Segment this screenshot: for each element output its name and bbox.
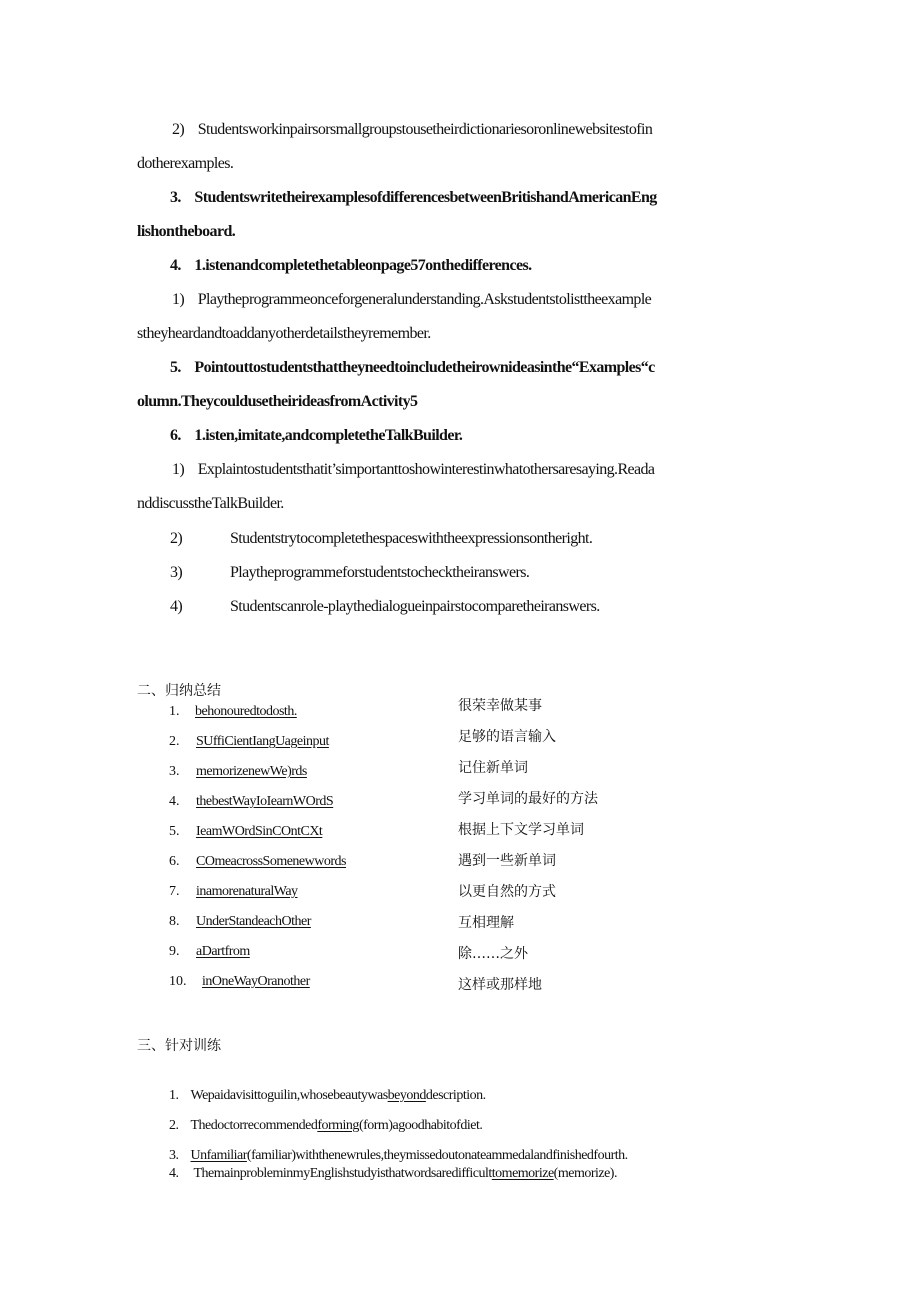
sentence-end: description. — [425, 1088, 486, 1103]
step-number: 5. — [170, 359, 181, 376]
step-4-line-1 — [170, 256, 532, 276]
step-5-line-1 — [170, 358, 655, 378]
step-number: 4. — [170, 257, 181, 274]
step-6-1-line-1 — [172, 460, 654, 480]
chinese-meaning: 遇到一些新单词 — [458, 853, 556, 869]
sentence-end: (familiar)withthenewrules,theymissedoutonateammedalandfinishedfourth. — [246, 1148, 628, 1163]
sentence-start: Thedoctorrecommended — [190, 1118, 318, 1133]
sentence-end: (form)agoodhabitofdiet. — [358, 1118, 483, 1133]
step-5-line-2: olumn.TheycouldusetheirideasfromActivity5 — [137, 393, 418, 410]
practice-item-3 — [169, 1146, 628, 1166]
chinese-meaning: 根据上下文学习单词 — [458, 822, 584, 838]
chinese-meaning: 以更自然的方式 — [458, 884, 556, 900]
step-number: 6. — [170, 427, 181, 444]
step-6-line-1 — [170, 426, 462, 446]
english-phrase: SUffiCientIangUageinput — [196, 734, 329, 749]
chinese-meaning: 足够的语言输入 — [458, 729, 556, 745]
step-text: Playtheprogrammeonceforgeneralunderstanding.Askstudentstolisttheexample — [197, 291, 652, 308]
sentence-end: (memorize). — [553, 1166, 617, 1181]
step-text: Studentsworkinpairsorsmallgroupstousetheirdictionariesoronlinewebsitestofin — [197, 121, 653, 138]
english-phrase: UnderStandeachOther — [196, 914, 311, 929]
step-6-4-text: Studentscanrole-playthedialogueinpairstocomparetheiranswers. — [230, 598, 600, 615]
item-number: 1. — [169, 1088, 179, 1103]
item-number: 2. — [169, 1118, 179, 1133]
step-2-line-1 — [172, 120, 652, 140]
practice-item-1 — [169, 1086, 486, 1106]
step-number: 3. — [170, 189, 181, 206]
item-number: 5. — [169, 824, 180, 839]
sentence-start: ThemainprobleminmyEnglishstudyisthatwordsaredifficult — [193, 1166, 492, 1181]
practice-item-4 — [169, 1164, 617, 1184]
item-number: 4. — [169, 794, 180, 809]
chinese-meaning: 很荣幸做某事 — [458, 698, 542, 714]
sentence-start: Wepaidavisittoguilin,whosebeautywas — [190, 1088, 388, 1103]
chinese-meaning: 记住新单词 — [458, 760, 528, 776]
english-phrase: inOneWayOranother — [202, 974, 310, 989]
answer-blank: beyond — [387, 1088, 426, 1103]
step-text: Pointouttostudentsthattheyneedtoincludetheirownideasinthe“Examples“c — [194, 359, 655, 376]
item-number: 9. — [169, 944, 180, 959]
practice-heading: 三、针对训练 — [137, 1038, 221, 1054]
chinese-meaning: 除……之外 — [458, 946, 528, 962]
practice-item-2 — [169, 1116, 482, 1136]
item-number: 8. — [169, 914, 180, 929]
step-text: Explaintostudentsthatit’simportanttoshowinterestinwhatothersaresaying.Reada — [197, 461, 655, 478]
step-2-line-2: dotherexamples. — [137, 155, 234, 172]
step-6-4-number: 4) — [170, 598, 183, 615]
english-phrase: thebestWayIoIearnWOrdS — [196, 794, 334, 809]
item-number: 4. — [169, 1166, 179, 1181]
step-text: 1.isten,imitate,andcompletetheTalkBuilder. — [194, 427, 463, 444]
item-number: 7. — [169, 884, 180, 899]
item-number: 10. — [169, 974, 187, 989]
chinese-meaning: 这样或那样地 — [458, 977, 542, 993]
item-number: 2. — [169, 734, 180, 749]
step-6-1-line-2: nddiscusstheTalkBuilder. — [137, 495, 284, 512]
english-phrase: aDartfrom — [196, 944, 250, 959]
chinese-meaning: 互相理解 — [458, 915, 514, 931]
step-6-3-text: Playtheprogrammeforstudentstochecktheiranswers. — [230, 564, 530, 581]
step-number: 2) — [172, 121, 185, 138]
english-phrase: behonouredtodosth. — [195, 704, 297, 719]
chinese-meaning: 学习单词的最好的方法 — [458, 791, 598, 807]
step-6-3-number: 3) — [170, 564, 183, 581]
step-number: 1) — [172, 291, 185, 308]
step-4-1-line-1 — [172, 290, 651, 310]
item-number: 3. — [169, 1148, 179, 1163]
english-phrase: IeamWOrdSinCOntCXt — [196, 824, 323, 839]
step-text: StudentswritetheirexamplesofdifferencesbetweenBritishandAmericanEng — [194, 189, 657, 206]
item-number: 6. — [169, 854, 180, 869]
english-phrase: inamorenaturalWay — [196, 884, 298, 899]
step-6-2-number: 2) — [170, 530, 183, 547]
step-3-line-2: lishontheboard. — [137, 223, 236, 240]
item-number: 3. — [169, 764, 180, 779]
english-phrase: COmeacrossSomenewwords — [196, 854, 346, 869]
step-6-2-text: Studentstrytocompletethespaceswiththeexpressionsontheright. — [230, 530, 593, 547]
step-3-line-1 — [170, 188, 657, 208]
answer-blank: forming — [317, 1118, 359, 1133]
summary-heading: 二、归纳总结 — [137, 683, 221, 699]
answer-blank: Unfamiliar — [190, 1148, 247, 1163]
english-phrase: memorizenewWe)rds — [196, 764, 307, 779]
step-4-1-line-2: stheyheardandtoaddanyotherdetailstheyremember. — [137, 325, 431, 342]
step-number: 1) — [172, 461, 185, 478]
step-text: 1.istenandcompletethetableonpage57onthedifferences. — [194, 257, 532, 274]
answer-blank: tomemorize — [491, 1166, 554, 1181]
item-number: 1. — [169, 704, 180, 719]
